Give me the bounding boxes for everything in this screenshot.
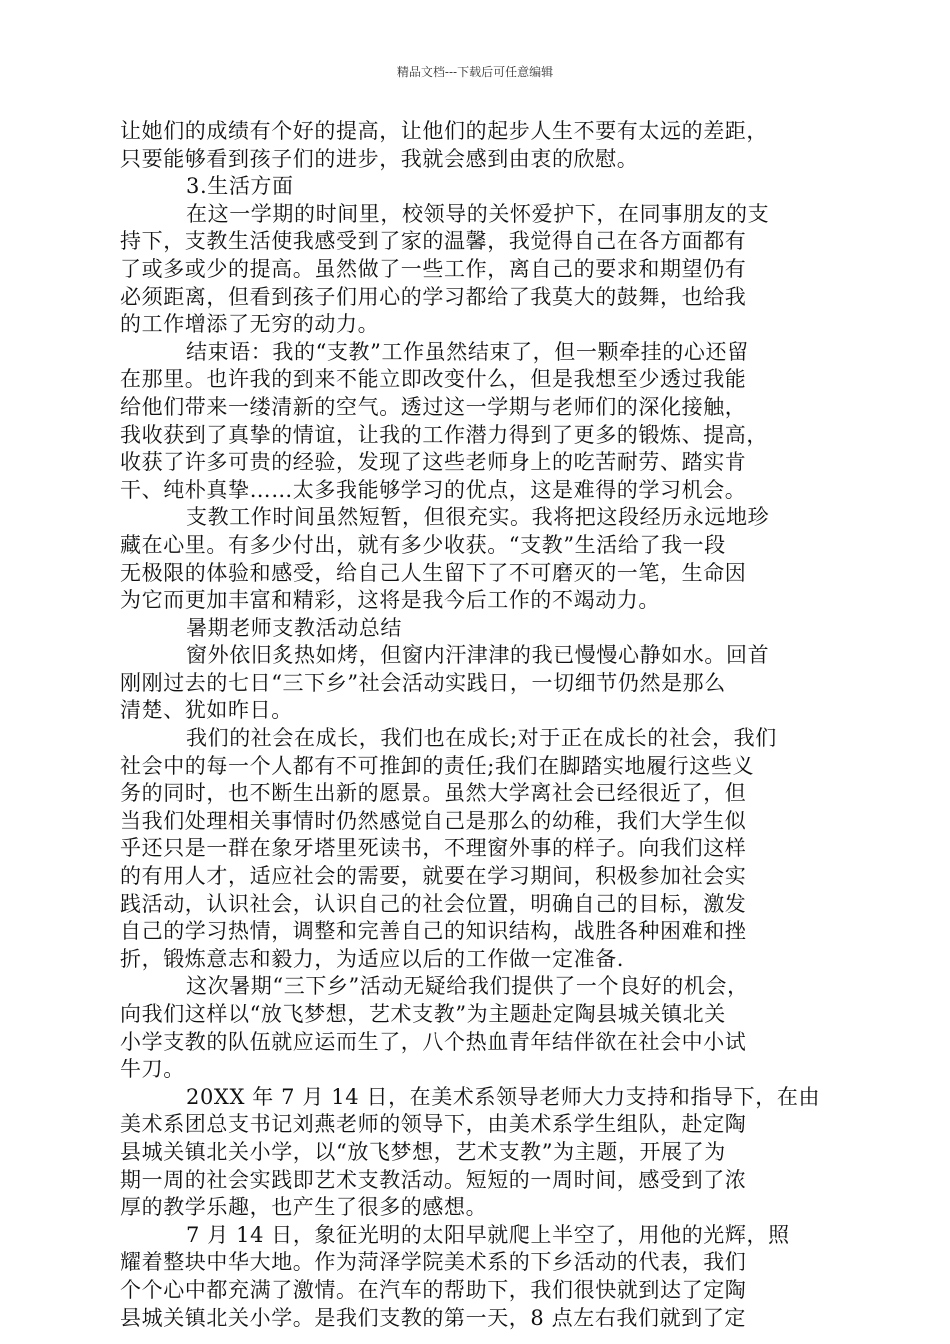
text-line: 县城关镇北关小学，以“放飞梦想，艺术支教”为主题，开展了为 (120, 1139, 726, 1164)
text-line: 折，锻炼意志和毅力，为适应以后的工作做一定准备. (120, 946, 625, 971)
page-header: 精品文档---下载后可任意编辑 (396, 65, 554, 79)
text-line: 耀着整块中华大地。作为菏泽学院美术系的下乡活动的代表，我们 (120, 1250, 747, 1275)
text-line: 的工作增添了无穷的动力。 (120, 312, 380, 337)
text-line: 在这一学期的时间里，校领导的关怀爱护下，在同事朋友的支 (186, 201, 770, 226)
text-line: 持下，支教生活使我感受到了家的温馨，我觉得自己在各方面都有 (120, 229, 747, 254)
text-line: 刚刚过去的七日“三下乡”社会活动实践日，一切细节仍然是那么 (120, 670, 726, 695)
text-line: 20XX 年 7 月 14 日，在美术系领导老师大力支持和指导下，在由 (186, 1084, 821, 1109)
text-line: 向我们这样以“放飞梦想，艺术支教”为主题赴定陶县城关镇北关 (120, 1002, 726, 1026)
text-line: 践活动，认识社会，认识自己的社会位置，明确自己的目标，激发 (120, 891, 747, 916)
text-line: 我们的社会在成长，我们也在成长;对于正在成长的社会，我们 (186, 726, 777, 751)
text-line: 社会中的每一个人都有不可推卸的责任;我们在脚踏实地履行这些义 (120, 753, 755, 778)
text-line: 为它而更加丰富和精彩，这将是我今后工作的不竭动力。 (120, 588, 660, 613)
text-line: 当我们处理相关事情时仍然感觉自己是那么的幼稚，我们大学生似 (120, 808, 747, 833)
document-body (120, 118, 830, 1332)
text-line: 期一周的社会实践即艺术支教活动。短短的一周时间，感受到了浓 (120, 1167, 747, 1192)
text-line: 窗外依旧炙热如烤，但窗内汗津津的我已慢慢心静如水。回首 (186, 643, 770, 668)
text-line: 小学支教的队伍就应运而生了，八个热血青年结伴欲在社会中小试 (120, 1029, 747, 1054)
text-line: 自己的学习热情，调整和完善自己的知识结构，战胜各种困难和挫 (120, 919, 747, 944)
text-line: 藏在心里。有多少付出，就有多少收获。“支教”生活给了我一段 (120, 532, 726, 557)
text-line: 清楚、犹如昨日。 (120, 698, 293, 723)
text-line: 必须距离，但看到孩子们用心的学习都给了我莫大的鼓舞，也给我 (120, 284, 747, 309)
text-line: 了或多或少的提高。虽然做了一些工作，离自己的要求和期望仍有 (120, 256, 747, 281)
text-line: 在那里。也许我的到来不能立即改变什么，但是我想至少透过我能 (120, 367, 747, 392)
text-line: 这次暑期“三下乡”活动无疑给我们提供了一个良好的机会， (186, 974, 749, 999)
text-line: 只要能够看到孩子们的进步，我就会感到由衷的欣慰。 (120, 146, 639, 171)
text-line: 3.生活方面 (186, 174, 294, 199)
text-line: 厚的教学乐趣，也产生了很多的感想。 (120, 1195, 488, 1220)
text-line: 给他们带来一缕清新的空气。透过这一学期与老师们的深化接触， (120, 394, 747, 419)
text-line: 收获了许多可贵的经验，发现了这些老师身上的吃苦耐劳、踏实肯 (120, 450, 747, 475)
text-line: 的有用人才，适应社会的需要，就要在学习期间，积极参加社会实 (120, 864, 747, 889)
text-line: 结束语：我的“支教”工作虽然结束了，但一颗牵挂的心还留 (186, 339, 749, 364)
text-line: 县城关镇北关小学。是我们支教的第一天，8 点左右我们就到了定 (120, 1305, 747, 1330)
text-line: 务的同时，也不断生出新的愿景。虽然大学离社会已经很近了，但 (120, 781, 747, 806)
text-line: 7 月 14 日，象征光明的太阳早就爬上半空了，用他的光辉，照 (186, 1222, 790, 1247)
text-line: 牛刀。 (120, 1057, 185, 1082)
text-line: 暑期老师支教活动总结 (186, 615, 402, 640)
text-line: 乎还只是一群在象牙塔里死读书，不理窗外事的样子。向我们这样 (120, 836, 747, 861)
text-line: 干、纯朴真挚……太多我能够学习的优点，这是难得的学习机会。 (120, 477, 747, 502)
text-line: 我收获到了真挚的情谊，让我的工作潜力得到了更多的锻炼、提高， (120, 422, 768, 447)
text-line: 个个心中都充满了激情。在汽车的帮助下，我们很快就到达了定陶 (120, 1277, 747, 1302)
text-line: 美术系团总支书记刘燕老师的领导下，由美术系学生组队，赴定陶 (120, 1112, 747, 1137)
text-line: 让她们的成绩有个好的提高，让他们的起步人生不要有太远的差距， (120, 119, 768, 143)
text-line: 支教工作时间虽然短暂，但很充实。我将把这段经历永远地珍 (186, 505, 770, 530)
text-line: 无极限的体验和感受，给自己人生留下了不可磨灭的一笔，生命因 (120, 560, 747, 585)
